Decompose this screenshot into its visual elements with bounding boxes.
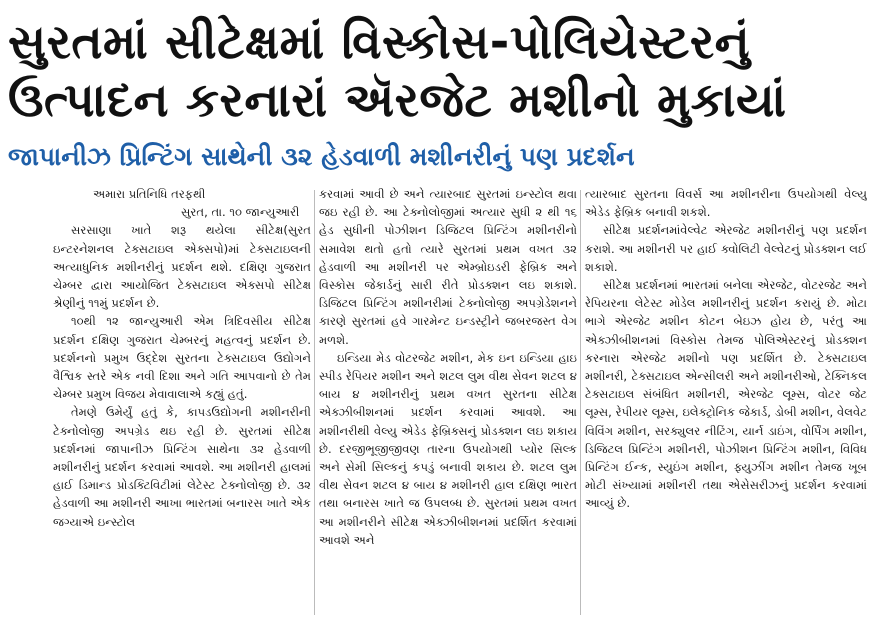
dateline: સુરત, તા. ૧૦ જાન્યુઆરી: [181, 205, 300, 220]
column-divider: [314, 190, 315, 615]
byline: અમારા પ્રતિનિધિ તરફથી: [93, 187, 206, 201]
headline-line-2: ઉત્પાદન કરનારાં ઍરજેટ મશીનો મુકાયાં: [8, 73, 787, 128]
article-column-1: [53, 185, 311, 625]
paragraph: ૧૦થી ૧૨ જાન્યુઆરી એમ ત્રિદિવસીય સીટેક્ષ પ્રદર્શન દક્ષિણ ગુજરાત ચેમ્બરનું મહત્વનું પ્રદર્શન છે. પ્રદર્શનનો પ્રમુખ ઉદ્દેશ સુરતના ટેક્સટાઇલ ઉદ્યોગને વૈશ્વિક સ્તરે એક નવી દિશા અને ગતિ આપવાનો છે તેમ ચેમ્બર પ્રમુખ વિજય મેવાવાલાએ કહ્યું હતું.: [53, 314, 311, 402]
paragraph: કરવામાં આવી છે અને ત્યારબાદ સુરતમાં ઇન્સ્ટોલ થવા જઇ રહી છે. આ ટેક્નોલોજીમાં અત્યાર સુધી ૨ થી ૧૬ હેડ સુધીની પોઝીશન ડિજિટલ પ્રિન્ટિંગ મશીનરીનો સમાવેશ થતો હતો ત્યારે સુરતમાં પ્રથમ વખત ૩૨ હેડવાળી આ મશીનરી પર એમ્બ્રોઇડરી ફેબ્રિક અને વિસ્કોસ જેકાર્ડનું સારી રીતે પ્રોડક્શન લઇ શકાશે. ડિજિટલ પ્રિન્ટિંગ મશીનરીમાં ટેક્નોલોજી અપગ્રેડેશનને કારણે સુરતમાં હવે ગારમેન્ટ ઇન્ડસ્ટ્રીને જબરજસ્ત વેગ મળશે.: [319, 187, 577, 347]
paragraph: ત્યારબાદ સુરતના વિવર્સ આ મશીનરીના ઉપયોગથી વેલ્યુ એડેડ ફેબ્રિક બનાવી શકશે.: [585, 187, 867, 220]
headline: [8, 14, 868, 130]
headline-line-1: સુરતમાં સીટેક્ષમાં વિસ્કોસ-પોલિયેસ્ટરનું: [8, 15, 751, 70]
subheadline: જાપાનીઝ પ્રિન્ટિંગ સાથેની ૩૨ હેડવાળી મશીનરીનું પણ પ્રદર્શન: [8, 142, 635, 171]
paragraph: સરસાણા ખાતે શરૂ થયેલા સીટેક્ષ(સુરત ઇન્ટરનેશનલ ટેક્સટાઇલ એક્સપો)માં ટેક્સટાઇલની અત્યાધુનિક મશીનરીનું પ્રદર્શન થશે. દક્ષિણ ગુજરાત ચેમ્બર દ્વારા આયોજિત ટેક્સટાઇલ એક્સપો સીટેક્ષ શ્રેણીનું ૧૧મું પ્રદર્શન છે.: [53, 223, 311, 311]
article-column-2: [319, 185, 577, 625]
paragraph: તેમણે ઉમેર્યું હતું કે, કાપડઉદ્યોગની મશીનરીની ટેક્નોલોજી અપગ્રેડ થઇ રહી છે. સુરતમાં સીટેક્ષ પ્રદર્શનમાં જાપાનીઝ પ્રિન્ટિંગ સાથેના ૩૨ હેડવાળી મશીનરીનું પ્રદર્શન કરવામાં આવશે. આ મશીનરી હાલમાં હાઈ ડિમાન્ડ પ્રોડક્ટિવિટીમાં લેટેસ્ટ ટેક્નોલોજી છે. ૩૨ હેડવાળી આ મશીનરી આખા ભારતમાં બનારસ ખાતે એક જગ્યાએ ઇન્સ્ટોલ: [53, 405, 311, 529]
paragraph: ઇન્ડિયા મેડ વોટરજેટ મશીન, મેક ઇન ઇન્ડિયા હાઇ સ્પીડ રેપિયર મશીન અને શટલ લુમ વીથ સેવન શટલ ૪ બાય ૪ મશીનરીનું પ્રથમ વખત સુરતના સીટેક્ષ એક્ઝીબીશનમાં પ્રદર્શન કરવામાં આવશે. આ મશીનરીથી વેલ્યુ એડેડ ફેબ્રિક્સનું પ્રોડક્શન લઇ શકાય છે. દરજીભૂજીજીવણ તારના ઉપયોગથી પ્યોર સિલ્ક અને સેમી સિલ્કનું કપડું બનાવી શકાય છે. શટલ લુમ વીથ સેવન શટલ ૪ બાય ૪ મશીનરી હાલ દક્ષિણ ભારત તથા બનારસ ખાતે જ ઉપલબ્ધ છે. સુરતમાં પ્રથમ વખત આ મશીનરીને સીટેક્ષ એક્ઝીબીશનમાં પ્રદર્શિત કરવામાં આવશે અને: [319, 350, 577, 547]
column-divider: [580, 190, 581, 615]
paragraph: સીટેક્ષ પ્રદર્શનમાં ભારતમાં બનેલા એરજેટ, વોટરજેટ અને રેપિયરના લેટેસ્ટ મોડેલ મશીનરીનું પ્રદર્શન કરાયું છે. મોટા ભાગે એરજેટ મશીન કોટન બેઇઝ હોય છે, પરંતુ આ એક્ઝીબીશનમાં વિસ્કોસ તેમજ પોલિએસ્ટરનું પ્રોડક્શન કરનારા એરજેટ મશીનો પણ પ્રદર્શિત છે. ટેક્સટાઇલ મશીનરી, ટેક્સટાઇલ એન્સીલરી અને મશીનરીઓ, ટેક્નિકલ ટેક્સટાઇલ સંબંધિત મશીનરી, એરજેટ લૂમ્સ, વોટર જેટ લૂમ્સ, રેપીયર લૂમ્સ, ઇલેક્ટ્રોનિક જેકાર્ડ, ડોબી મશીન, વેલવેટ વિવિંગ મશીન, સરક્યુલર નીટિંગ, યાર્ન ડાઇંગ, વોર્પિંગ મશીન, ડિજિટલ પ્રિન્ટિંગ મશીનરી, પોઝીશન પ્રિન્ટિંગ મશીન, વિવિધ પ્રિન્ટિંગ ઈન્ક, સ્યુઇંગ મશીન, ફ્યુઝીંગ મશીન તેમજ ખૂબ મોટી સંખ્યામાં મશીનરી તથા એસેસરીઝનું પ્રદર્શન કરવામાં આવ્યું છે.: [585, 278, 867, 511]
article-column-3: [585, 185, 867, 625]
paragraph: સીટેક્ષ પ્રદર્શનમાંવેલ્વેટ એરજેટ મશીનરીનું પણ પ્રદર્શન કરાશે. આ મશીનરી પર હાઈ ક્વોલિટી વેલ્વેટનું પ્રોડક્શન લઈ શકાશે.: [585, 223, 867, 274]
